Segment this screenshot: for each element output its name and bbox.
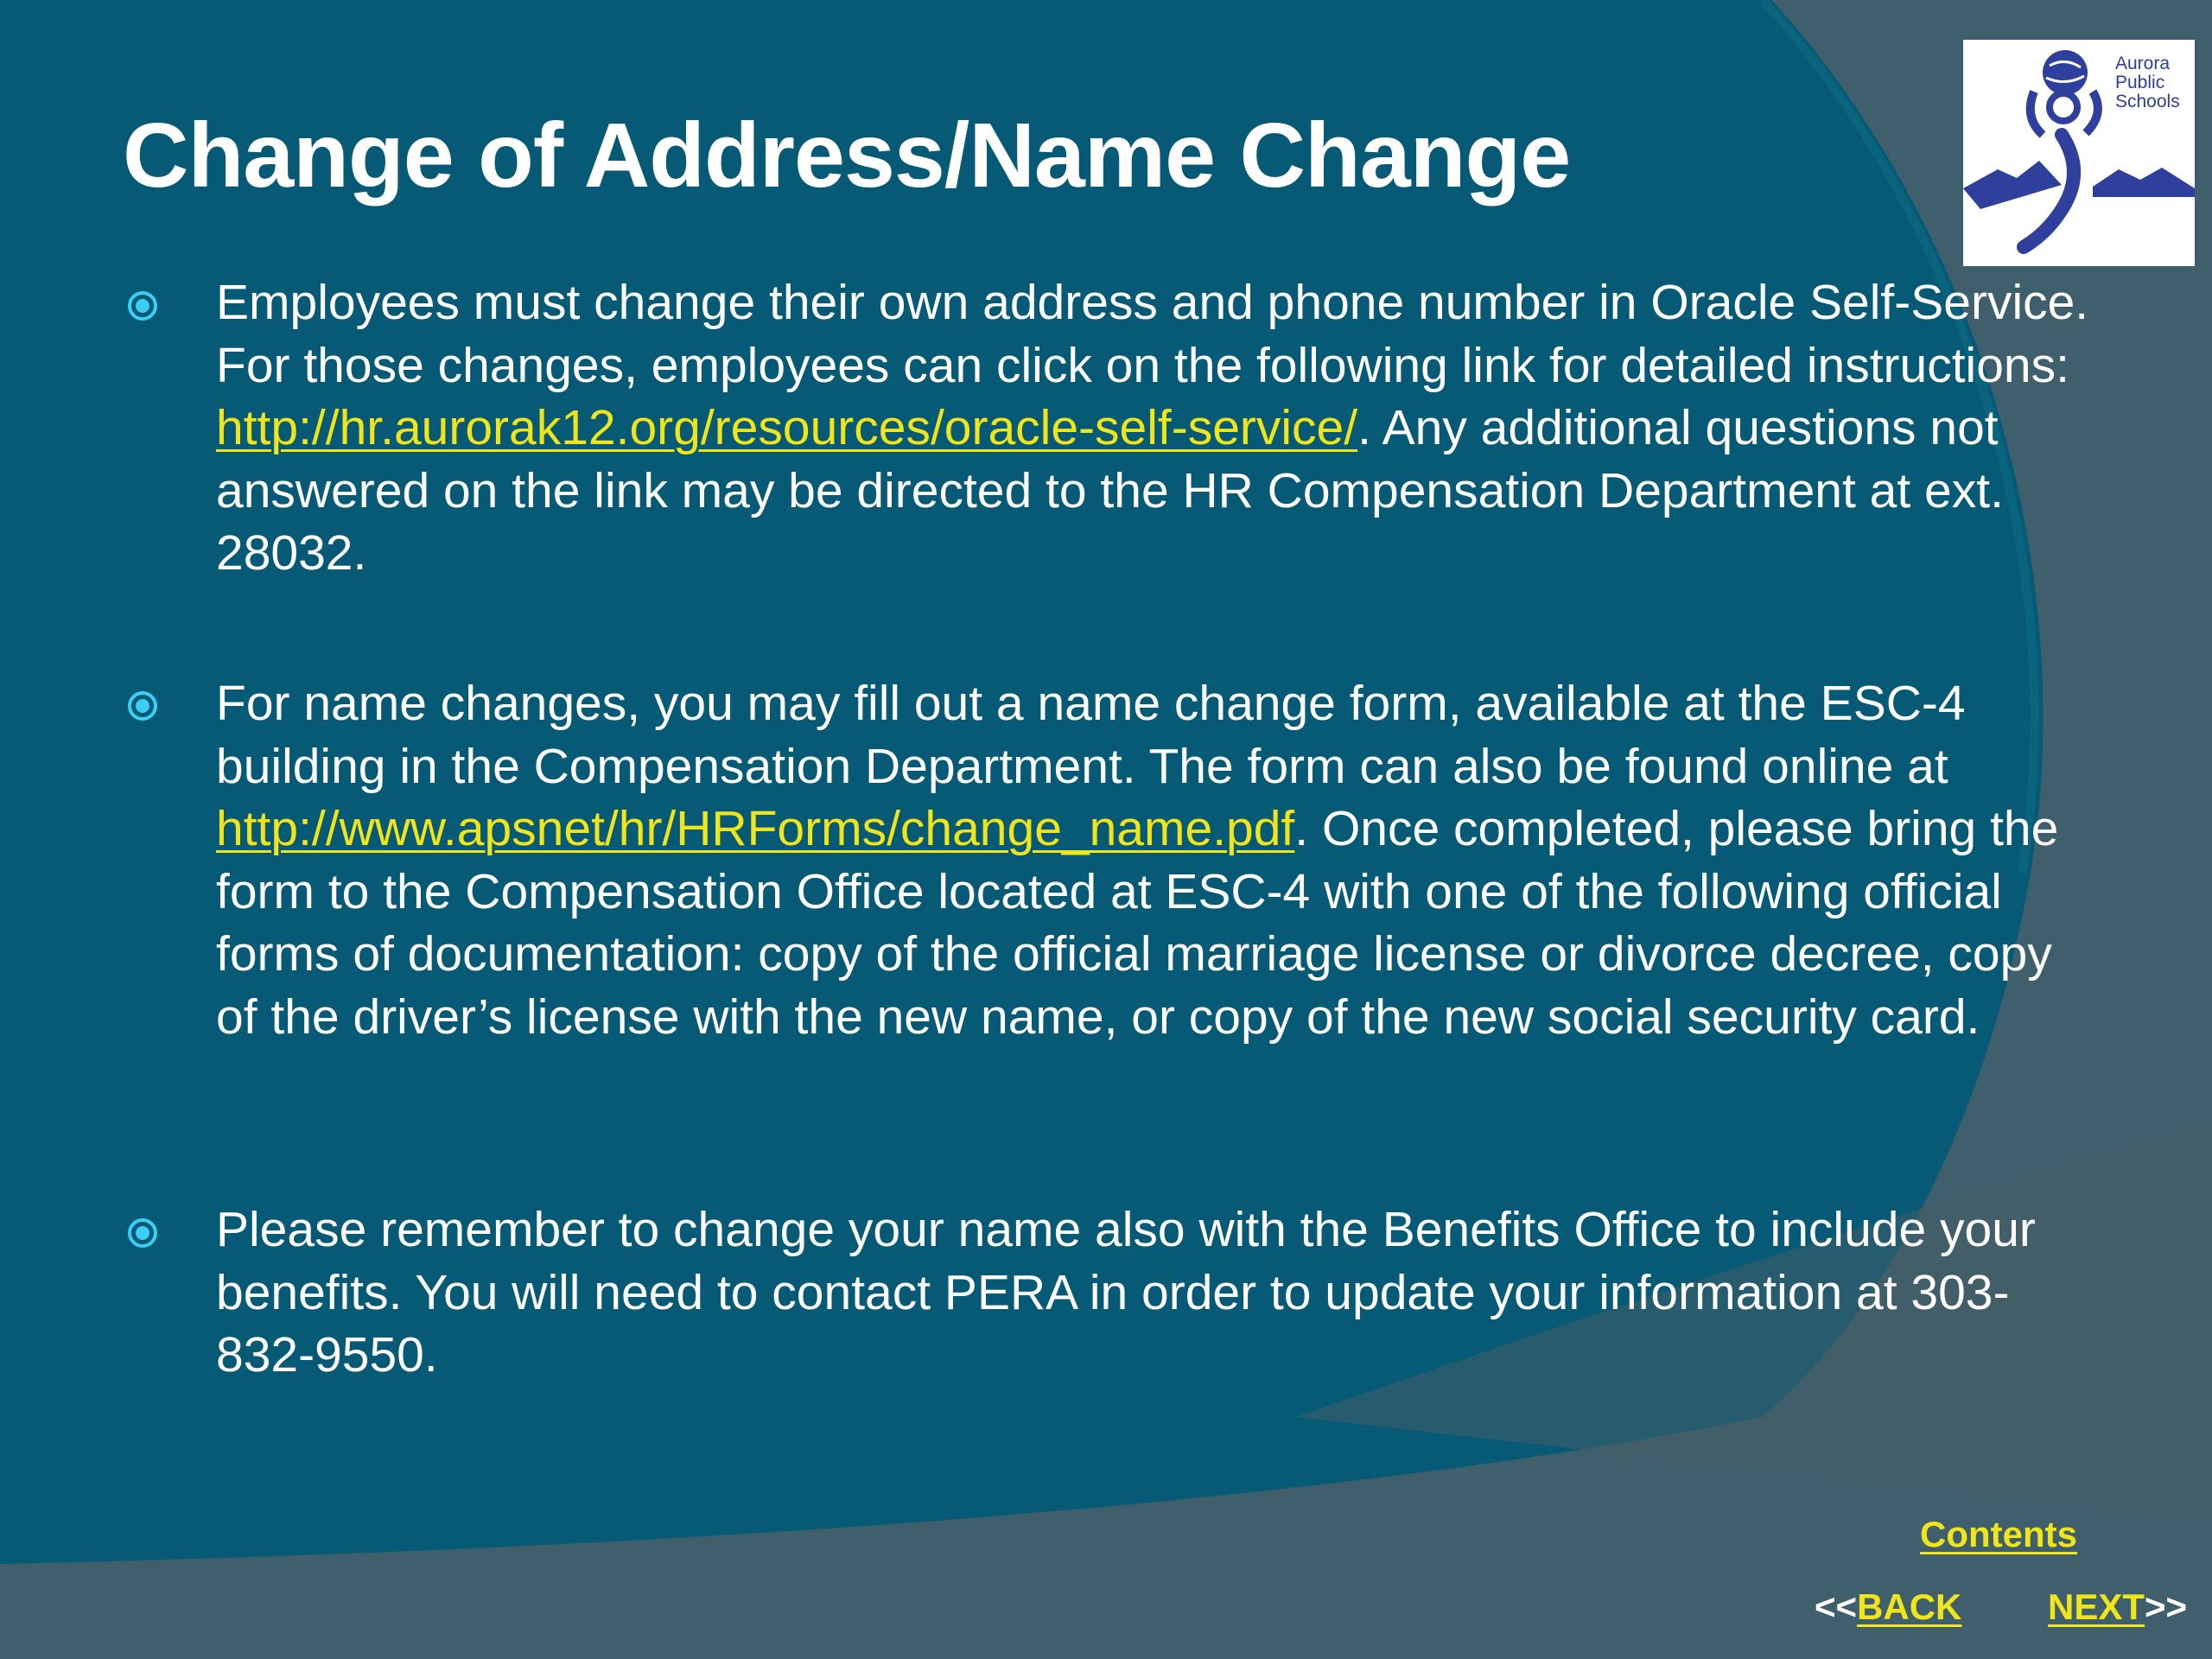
slide-title: Change of Address/Name Change bbox=[123, 105, 1571, 207]
oracle-self-service-link[interactable]: http://hr.aurorak12.org/resources/oracle-self-service/ bbox=[216, 400, 1358, 455]
bullet-text: For name changes, you may fill out a name change form, available at the ESC-4 building in the Compensation Department. The form can also be found online at bbox=[216, 676, 1966, 794]
next-nav bbox=[2048, 1586, 2187, 1628]
contents-nav bbox=[1920, 1514, 2077, 1555]
svg-text:Public: Public bbox=[2115, 73, 2165, 92]
bullet-icon bbox=[128, 691, 157, 721]
next-suffix: >> bbox=[2145, 1586, 2188, 1627]
next-link[interactable]: NEXT bbox=[2048, 1586, 2145, 1627]
bullet-icon bbox=[128, 291, 157, 321]
back-prefix: << bbox=[1815, 1586, 1858, 1627]
svg-text:Aurora: Aurora bbox=[2115, 54, 2171, 73]
name-change-form-link[interactable]: http://www.apsnet/hr/HRForms/change_name.pdf bbox=[216, 801, 1295, 856]
svg-text:Schools: Schools bbox=[2115, 92, 2180, 111]
bullet-text: Employees must change their own address and phone number in Oracle Self-Service. For those changes, employees can click on the following link for detailed instructions: bbox=[216, 275, 2089, 393]
contents-link[interactable]: Contents bbox=[1920, 1514, 2077, 1554]
bullet-text: . Once completed, please bring the form to the Compensation Office located at ESC-4 with one of the following official forms of documentation: copy of the official marriage license or divorce decree, copy of the driver’s license with the new name, or copy of the new social security card. bbox=[216, 801, 2059, 1045]
back-nav bbox=[1815, 1586, 1961, 1628]
bullet-name-change bbox=[216, 672, 2091, 1048]
aurora-public-schools-logo bbox=[1963, 40, 2195, 266]
bullet-icon bbox=[128, 1218, 157, 1248]
bullet-benefits-pera bbox=[216, 1198, 2091, 1387]
bullet-address-change bbox=[216, 271, 2091, 585]
bullet-text: Please remember to change your name also with the Benefits Office to include your benefits. You will need to contact PERA in order to update your information at 303-832-9550. bbox=[216, 1202, 2036, 1382]
back-link[interactable]: BACK bbox=[1857, 1586, 1962, 1627]
bullet-text: . Any additional questions not answered on the link may be directed to the HR Compensation Department at ext. 28032. bbox=[216, 400, 2004, 581]
